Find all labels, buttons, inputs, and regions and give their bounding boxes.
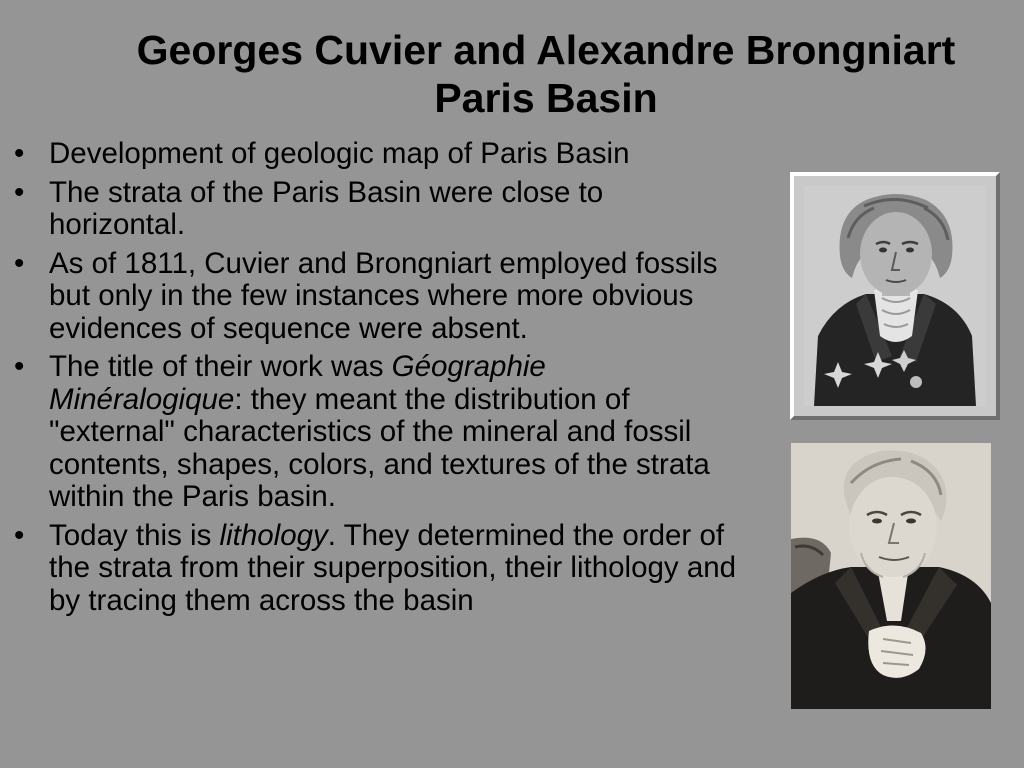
bullet-text: The strata of the Paris Basin were close to horizontal. bbox=[49, 175, 604, 241]
bullet-list bbox=[12, 138, 740, 623]
bullet-text-part: . They determined the order of the strata from their superposition, their lithology and by tracing them across the basin bbox=[49, 518, 737, 617]
bullet-emphasis: lithology bbox=[219, 518, 328, 552]
portrait-cuvier-image bbox=[804, 186, 986, 406]
bullet-text bbox=[49, 350, 710, 513]
portrait-frame-cuvier bbox=[790, 172, 1000, 420]
bullet-item bbox=[12, 248, 740, 346]
bullet-text-part: Today this is bbox=[49, 518, 220, 552]
bullet-text-part: : they meant the distribution of "external" characteristics of the mineral and fossil contents, shapes, colors, and textures of the strata within the Paris basin. bbox=[49, 382, 710, 513]
bullet-item bbox=[12, 138, 740, 171]
bullet-text bbox=[49, 519, 736, 617]
bullet-text-part: The title of their work was bbox=[49, 350, 392, 383]
slide-title-line-1: Georges Cuvier and Alexandre Brongniart bbox=[136, 27, 956, 73]
bullet-marker: • bbox=[14, 175, 25, 209]
bullet-item bbox=[12, 177, 740, 242]
bullet-marker: • bbox=[14, 246, 25, 280]
bullet-marker: • bbox=[14, 137, 25, 170]
bullet-emphasis: Géographie Minéralogique bbox=[49, 350, 546, 416]
slide-title bbox=[70, 26, 1022, 122]
bullet-text: Development of geologic map of Paris Basin bbox=[49, 137, 630, 170]
bullet-marker: • bbox=[14, 350, 25, 383]
bullet-item bbox=[12, 520, 740, 618]
portrait-brongniart-image bbox=[791, 443, 991, 709]
slide-title-line-2: Paris Basin bbox=[434, 75, 658, 121]
bullet-text: As of 1811, Cuvier and Brongniart employed fossils but only in the few instances where more obvious evidences of sequence were absent. bbox=[49, 246, 718, 345]
bullet-item bbox=[12, 351, 740, 514]
bullet-marker: • bbox=[14, 518, 25, 552]
